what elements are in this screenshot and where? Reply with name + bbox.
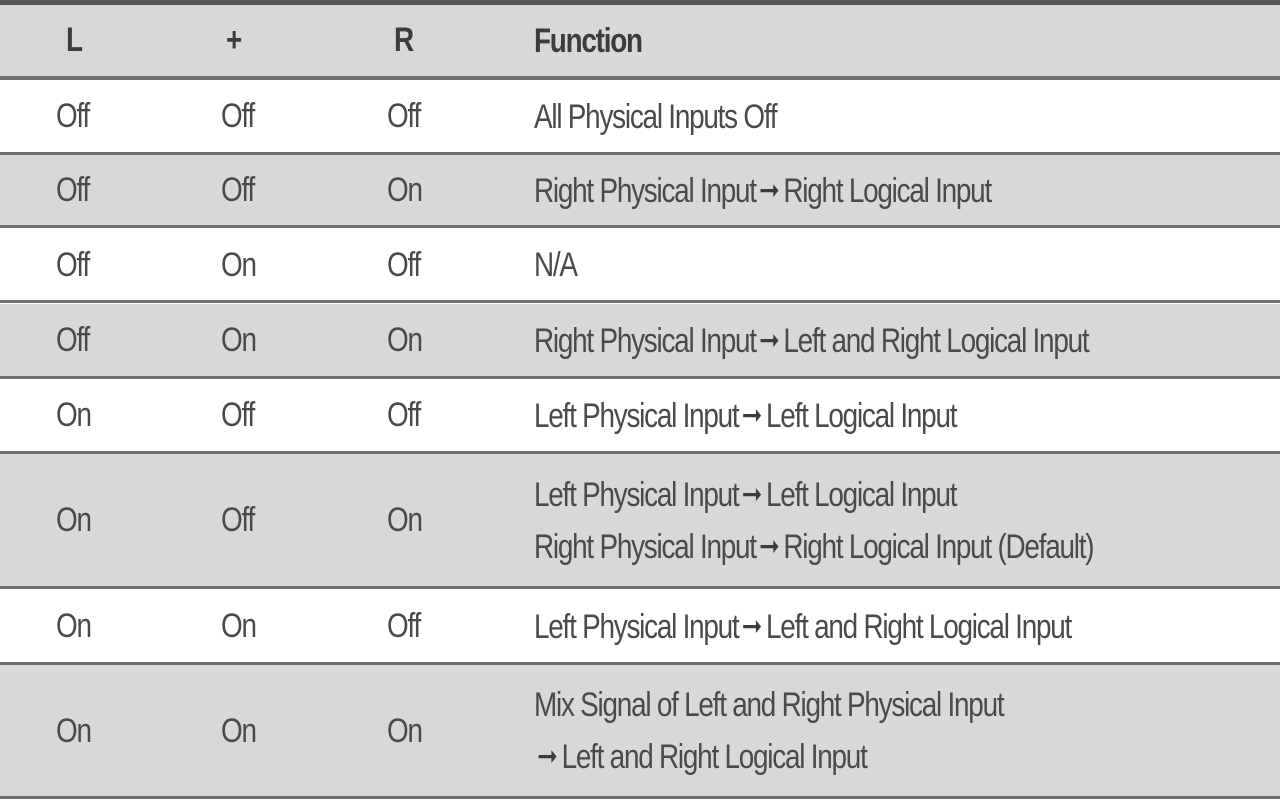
cell-function bbox=[534, 304, 1256, 377]
cell-r: On bbox=[387, 501, 422, 539]
table-row bbox=[0, 590, 1280, 663]
function-text: Left Physical Input bbox=[534, 475, 739, 514]
cell-function bbox=[534, 155, 1256, 226]
right-arrow-icon: ➞ bbox=[741, 609, 762, 643]
header-plus: + bbox=[226, 21, 242, 59]
table-row bbox=[0, 665, 1280, 797]
cell-function bbox=[534, 229, 1256, 301]
function-line bbox=[534, 91, 776, 143]
row-divider bbox=[0, 796, 1280, 799]
row-divider bbox=[0, 225, 1280, 228]
cell-r: Off bbox=[387, 97, 420, 135]
function-text: Left Logical Input bbox=[766, 475, 957, 514]
header-l: L bbox=[66, 21, 82, 59]
row-divider bbox=[0, 300, 1280, 303]
function-text: Right Logical Input bbox=[783, 171, 991, 210]
cell-r: Off bbox=[387, 396, 420, 434]
table-row bbox=[0, 454, 1280, 587]
function-line bbox=[534, 469, 956, 521]
cell-plus: On bbox=[221, 321, 256, 359]
cell-l: Off bbox=[56, 97, 89, 135]
function-line bbox=[534, 165, 991, 217]
cell-l: On bbox=[56, 607, 91, 645]
cell-function bbox=[534, 454, 1256, 587]
function-text: All Physical Inputs Off bbox=[534, 97, 777, 136]
cell-r: On bbox=[387, 171, 422, 209]
function-line bbox=[534, 521, 1093, 573]
cell-l: Off bbox=[56, 321, 89, 359]
right-arrow-icon: ➞ bbox=[759, 323, 779, 357]
cell-plus: Off bbox=[221, 97, 254, 135]
cell-l: Off bbox=[56, 171, 89, 209]
right-arrow-icon: ➞ bbox=[741, 477, 762, 511]
function-text: Right Logical Input (Default) bbox=[783, 527, 1094, 566]
function-text: Left Physical Input bbox=[534, 607, 739, 646]
right-arrow-icon: ➞ bbox=[741, 398, 762, 432]
cell-plus: Off bbox=[221, 171, 254, 209]
cell-plus: Off bbox=[221, 501, 254, 539]
cell-r: Off bbox=[387, 607, 420, 645]
cell-plus: On bbox=[221, 607, 256, 645]
header-r: R bbox=[394, 21, 413, 59]
function-line bbox=[534, 679, 1003, 731]
function-text: Right Physical Input bbox=[534, 171, 756, 210]
table-row bbox=[0, 155, 1280, 226]
function-line bbox=[534, 601, 1071, 653]
cell-plus: On bbox=[221, 245, 256, 284]
right-arrow-icon: ➞ bbox=[759, 529, 779, 563]
function-text: N/A bbox=[534, 246, 577, 284]
cell-plus: Off bbox=[221, 396, 254, 434]
function-text: Left Physical Input bbox=[534, 396, 739, 435]
function-text: Left and Right Logical Input bbox=[766, 607, 1072, 646]
function-text: Left and Right Logical Input bbox=[561, 738, 867, 776]
header-function: Function bbox=[534, 21, 642, 60]
row-divider bbox=[0, 586, 1280, 589]
function-text: Left and Right Logical Input bbox=[783, 321, 1089, 360]
cell-r: On bbox=[387, 321, 422, 359]
table-row bbox=[0, 304, 1280, 377]
cell-r: Off bbox=[387, 245, 420, 284]
function-line bbox=[534, 315, 1088, 367]
cell-function bbox=[534, 665, 1256, 797]
cell-r: On bbox=[387, 711, 422, 750]
function-text: Right Physical Input bbox=[534, 527, 756, 566]
table-row bbox=[0, 379, 1280, 452]
function-text: Right Physical Input bbox=[534, 321, 756, 360]
cell-l: On bbox=[56, 711, 91, 750]
cell-l: On bbox=[56, 396, 91, 434]
function-line bbox=[534, 239, 577, 291]
function-line bbox=[534, 390, 956, 442]
cell-plus: On bbox=[221, 711, 256, 750]
function-text: Mix Signal of Left and Right Physical Input bbox=[534, 686, 1004, 724]
cell-l: On bbox=[56, 501, 91, 539]
table-row bbox=[0, 229, 1280, 301]
function-text: Left Logical Input bbox=[766, 396, 957, 435]
cell-function bbox=[534, 80, 1256, 153]
function-line bbox=[534, 731, 867, 783]
cell-l: Off bbox=[56, 245, 89, 284]
cell-function bbox=[534, 379, 1256, 452]
right-arrow-icon: ➞ bbox=[537, 740, 557, 773]
right-arrow-icon: ➞ bbox=[759, 173, 779, 207]
table-row bbox=[0, 80, 1280, 153]
table-header bbox=[0, 5, 1280, 76]
cell-function bbox=[534, 590, 1256, 663]
